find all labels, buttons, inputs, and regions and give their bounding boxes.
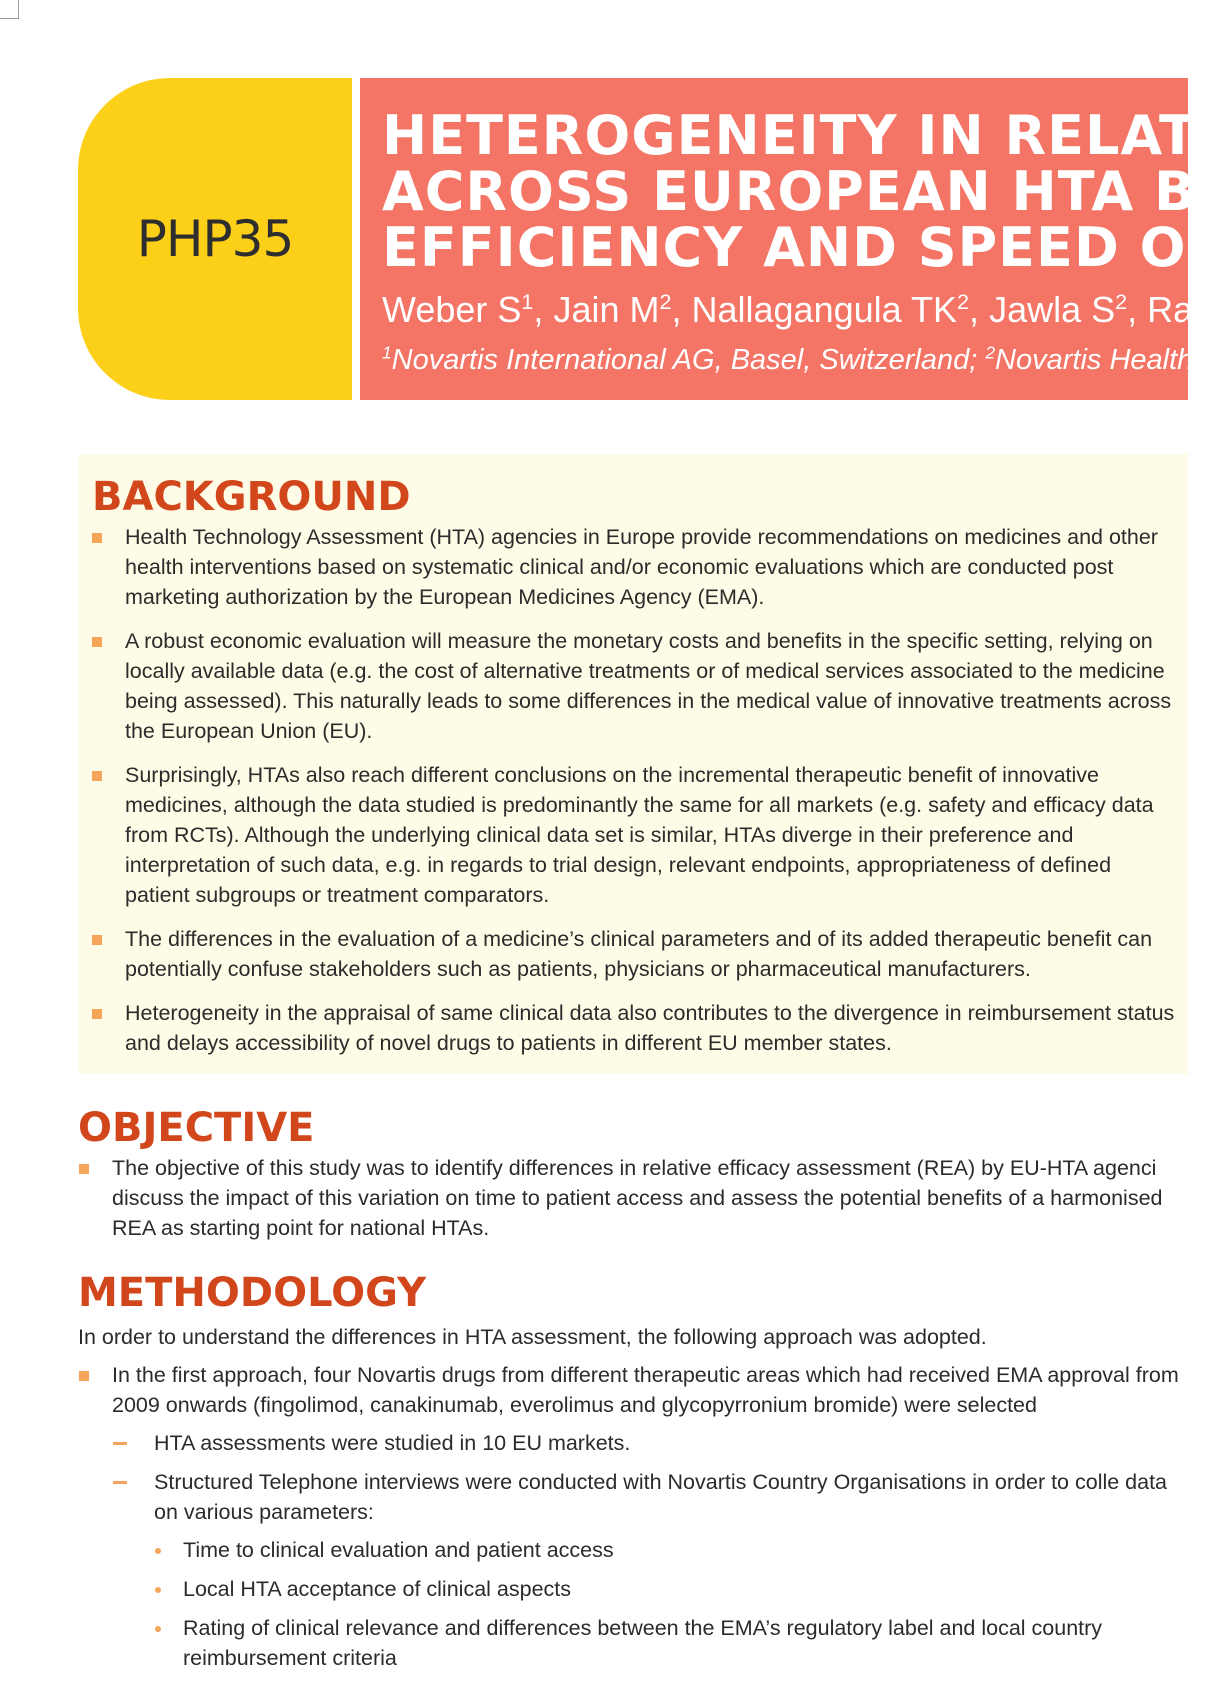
dash-bullet-icon <box>113 1481 127 1484</box>
crop-mark <box>0 0 19 19</box>
dot-bullet-icon <box>155 1626 161 1632</box>
methodology-intro: In order to understand the differences in HTA assessment, the following approach was adopted. <box>78 1325 987 1349</box>
bullet-text: A robust economic evaluation will measure the monetary costs and benefits in the specific setting, relying on locally available data (e.g. the cost of alternative treatments or of medical services associated to the medicine being assessed). This naturally leads to some differences in the medical value of innovative treatments across the European Union (EU). <box>125 629 1172 743</box>
title-line-3: EFFICIENCY AND SPEED OF <box>382 216 1224 279</box>
bullet-text: In the first approach, four Novartis drugs from different therapeutic areas which had received EMA approval from 2009 onwards (fingolimod, canakinumab, everolimus and glycopyrronium bromide) were selected <box>112 1363 1179 1417</box>
parameter-list <box>154 1535 1182 1673</box>
bullet-text: Surprisingly, HTAs also reach different conclusions on the incremental therapeutic benefit of innovative medicines, although the data studied is predominantly the same for all markets (e.g. safety and efficacy data from RCTs). Although the underlying clinical data set is similar, HTAs diverge in their preference and interpretation of such data, e.g. in regards to trial design, relevant endpoints, appropriateness of defined patient subgroups or treatment comparators. <box>125 763 1154 907</box>
bullet-text: The differences in the evaluation of a medicine’s clinical parameters and of its added therapeutic benefit can potentially confuse stakeholders such as patients, physicians or pharmaceutical manufacturers. <box>125 927 1153 981</box>
affiliation-sup: 1 <box>382 342 392 363</box>
list-item <box>78 924 1178 984</box>
author-sup: 2 <box>659 289 672 315</box>
sub-list-item <box>112 1428 1182 1458</box>
author-sup: 2 <box>1115 289 1128 315</box>
title-banner <box>360 78 1224 400</box>
parameter-item <box>154 1574 1182 1604</box>
bullet-text: Heterogeneity in the appraisal of same clinical data also contributes to the divergence in reimbursement status and delays accessibility of novel drugs to patients in different EU member states. <box>125 1001 1175 1055</box>
list-item <box>78 1153 1182 1243</box>
bullet-text: Health Technology Assessment (HTA) agencies in Europe provide recommendations on medicines and other health interventions based on systematic clinical and/or economic evaluations which are conducted post marketing authorization by the European Medicines Agency (EMA). <box>125 525 1158 609</box>
affiliation-text: Novartis International AG, Basel, Switzerland; <box>391 344 978 376</box>
author-name: Weber S <box>382 289 522 330</box>
square-bullet-icon <box>79 1164 89 1174</box>
sub-item-text: Structured Telephone interviews were conducted with Novartis Country Organisations in order to colle data on various parameters: <box>154 1470 1168 1524</box>
poster-code: PHP35 <box>136 210 294 268</box>
parameter-text: Time to clinical evaluation and patient access <box>183 1538 614 1562</box>
list-item <box>78 998 1178 1058</box>
title-line-2: ACROSS EUROPEAN HTA B <box>382 160 1197 223</box>
square-bullet-icon <box>79 1371 89 1381</box>
list-item <box>78 522 1178 612</box>
parameter-text: Rating of clinical relevance and differences between the EMA’s regulatory label and local country reimbursement criteria <box>183 1616 1103 1670</box>
dot-bullet-icon <box>155 1587 161 1593</box>
background-list <box>78 522 1178 1072</box>
author-name: Rai <box>1147 289 1202 330</box>
dash-bullet-icon <box>113 1442 127 1445</box>
square-bullet-icon <box>92 1009 102 1019</box>
sub-list-item <box>112 1467 1182 1673</box>
methodology-list <box>78 1360 1182 1682</box>
square-bullet-icon <box>92 771 102 781</box>
background-heading: BACKGROUND <box>92 474 411 520</box>
affiliation-list <box>382 342 1210 376</box>
sub-list <box>112 1428 1182 1673</box>
list-item <box>78 760 1178 910</box>
parameter-item <box>154 1613 1182 1673</box>
title-line-1: HETEROGENEITY IN RELAT <box>382 104 1197 167</box>
square-bullet-icon <box>92 533 102 543</box>
list-item <box>78 626 1178 746</box>
parameter-item <box>154 1535 1182 1565</box>
methodology-heading: METHODOLOGY <box>78 1270 427 1316</box>
author-sup: 2 <box>957 289 970 315</box>
affiliation-text: Novartis Healtho <box>995 344 1210 376</box>
bullet-text: The objective of this study was to identify differences in relative efficacy assessment (REA) by EU-HTA agenci discuss the impact of this variation on time to patient access and assess the potential benefits of a harmonised REA as starting point for national HTAs. <box>112 1156 1163 1240</box>
sub-item-text: HTA assessments were studied in 10 EU markets. <box>154 1431 631 1455</box>
objective-heading: OBJECTIVE <box>78 1105 315 1151</box>
author-name: Jawla S <box>989 289 1116 330</box>
author-list: Weber $S^1$, Jain $M^2$, Nallagangula $TK^2$, Jawla $S^2$, Rai <box>382 289 1202 330</box>
affiliation-sup: 2 <box>985 342 996 363</box>
list-item <box>78 1360 1182 1673</box>
author-sup: 1 <box>521 289 534 315</box>
poster-code-badge <box>78 78 352 400</box>
author-name: Jain M <box>553 289 660 330</box>
dot-bullet-icon <box>155 1548 161 1554</box>
square-bullet-icon <box>92 637 102 647</box>
author-name: Nallagangula TK <box>691 289 958 330</box>
objective-list <box>78 1153 1182 1243</box>
square-bullet-icon <box>92 935 102 945</box>
parameter-text: Local HTA acceptance of clinical aspects <box>183 1577 571 1601</box>
